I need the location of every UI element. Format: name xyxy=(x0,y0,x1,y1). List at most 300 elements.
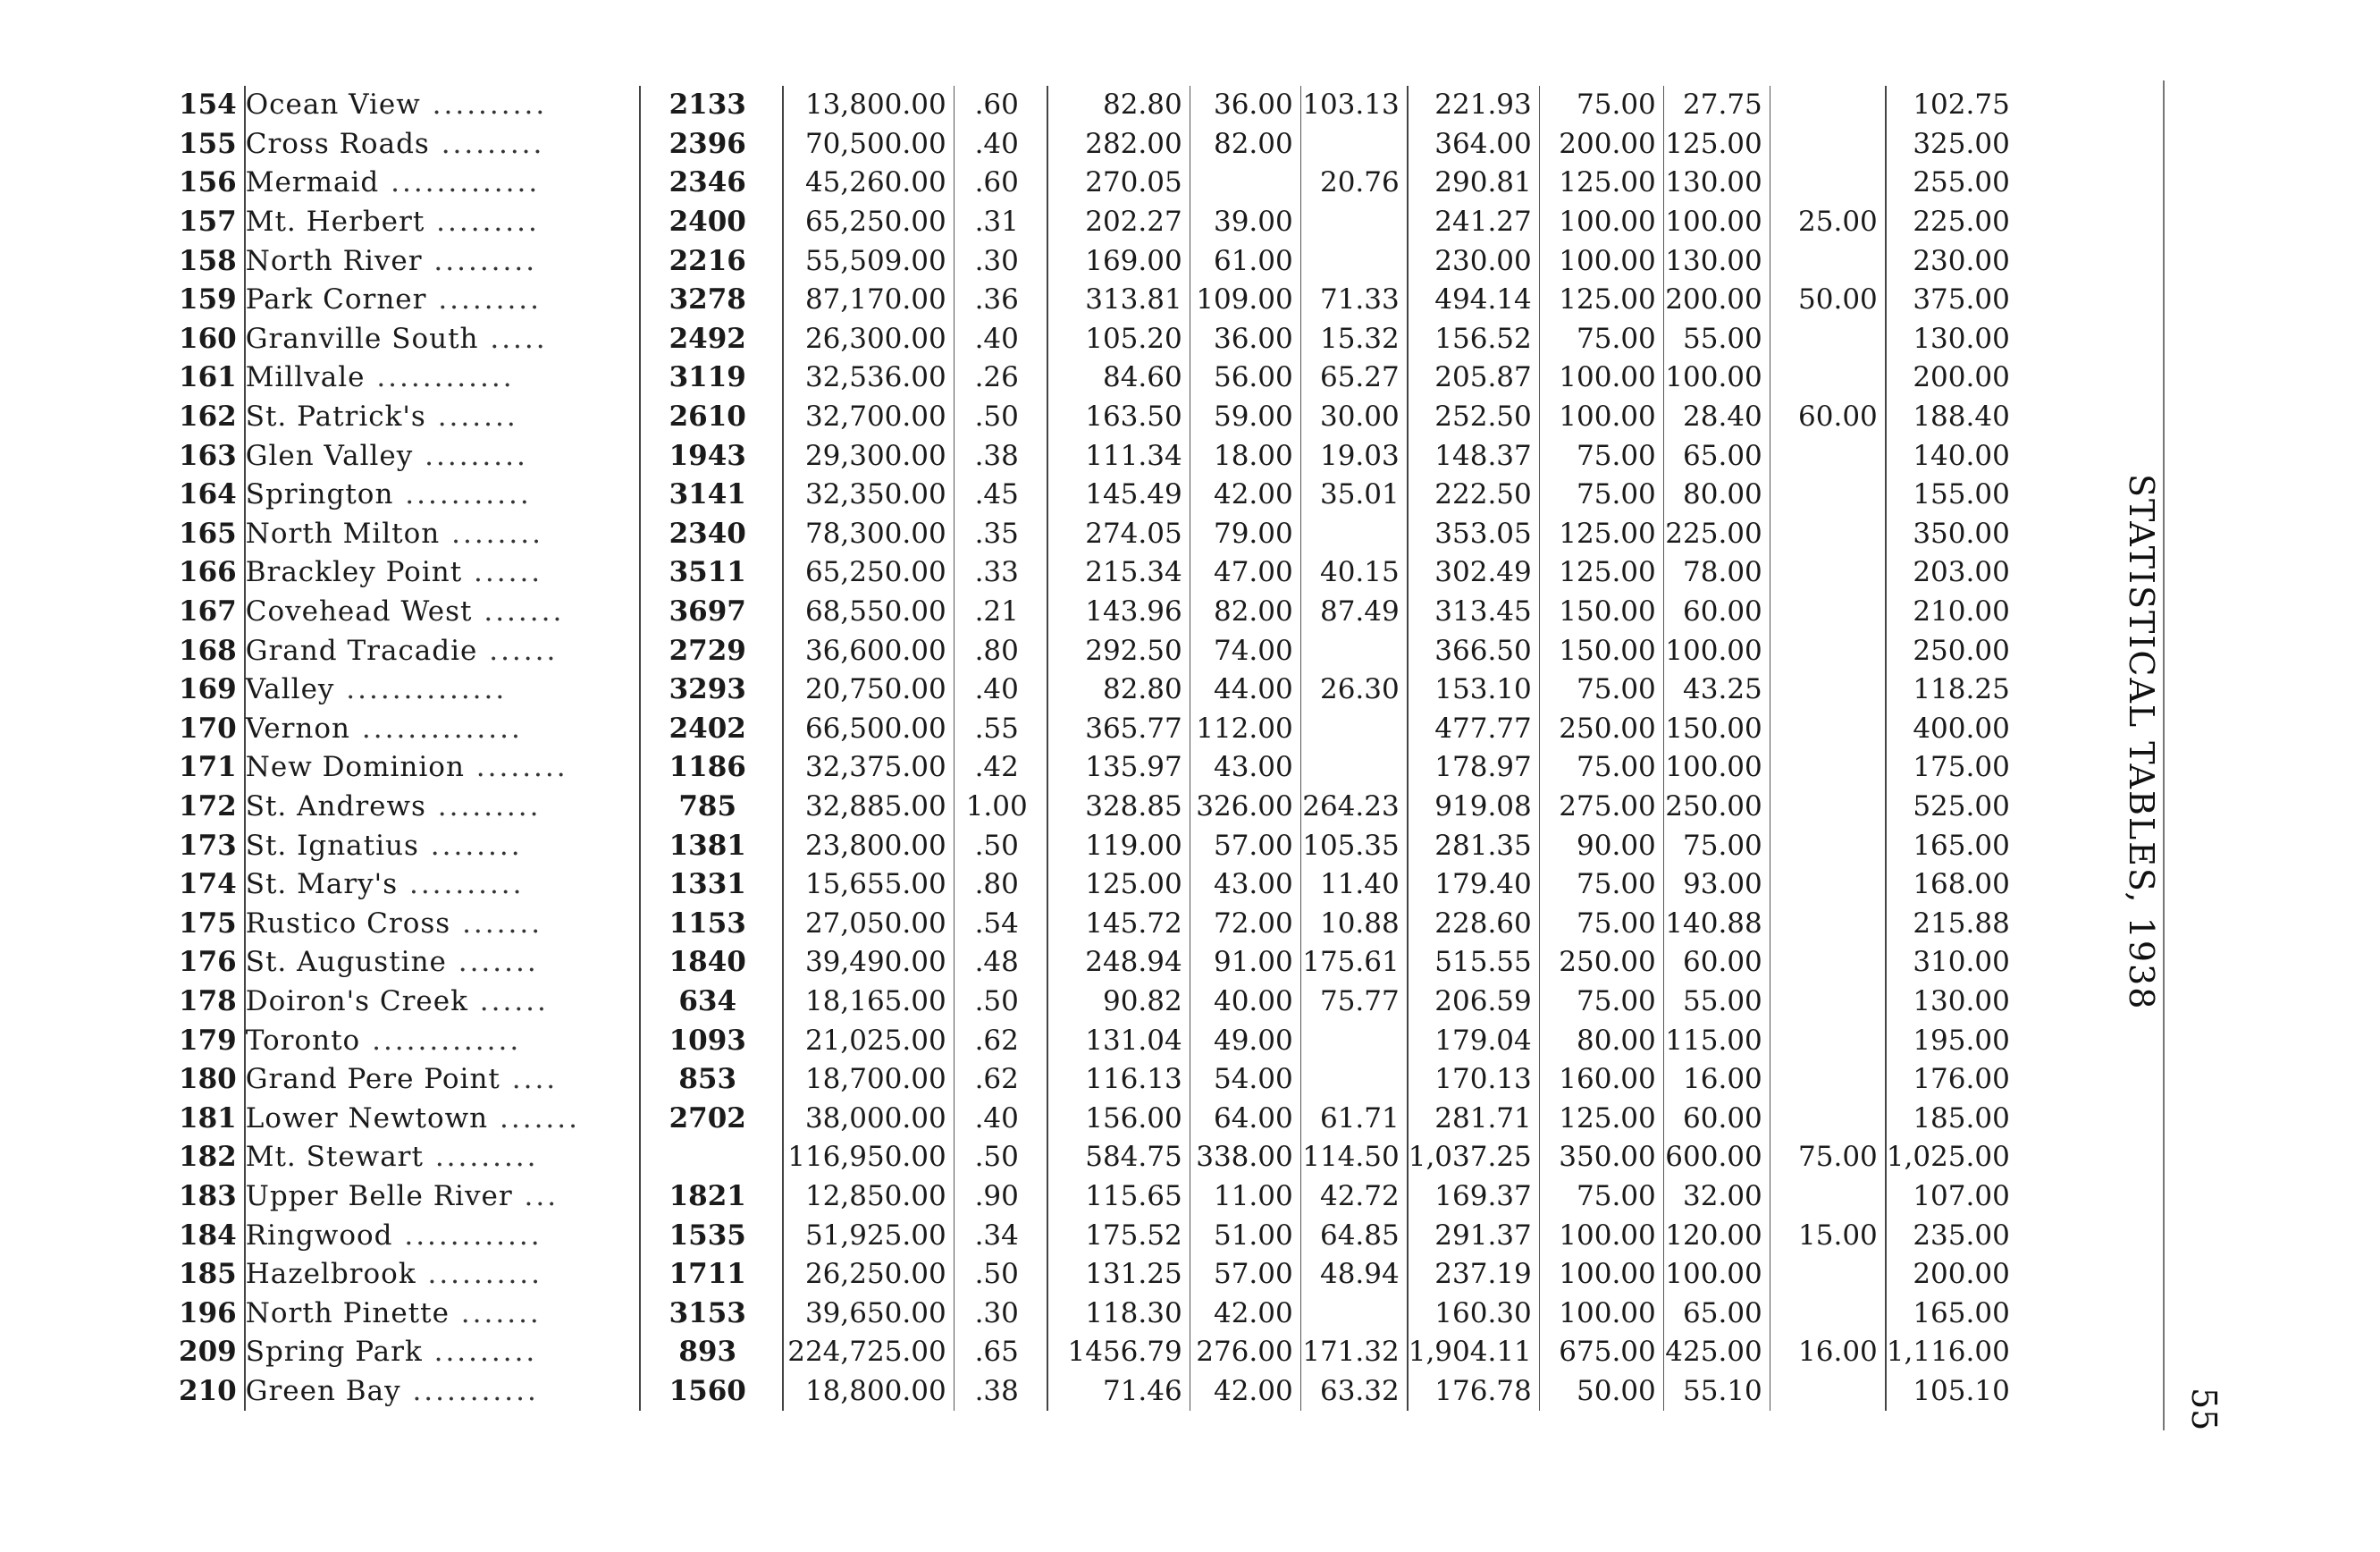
cell-c11: 50.00 xyxy=(1770,281,1886,320)
cell-c10: 150.00 xyxy=(1663,710,1770,749)
leader-dots: ............ xyxy=(392,1219,542,1252)
table-row xyxy=(179,476,2017,515)
cell-c3: 15,655.00 xyxy=(783,865,955,905)
cell-c6: 338.00 xyxy=(1190,1138,1300,1177)
cell-c10: 140.88 xyxy=(1663,904,1770,943)
table-row xyxy=(179,398,2017,437)
cell-c12: 130.00 xyxy=(1913,322,2010,355)
cell-c2: 634 xyxy=(640,983,783,1022)
cell-c6: 79.00 xyxy=(1190,515,1300,554)
leader-dots: ........... xyxy=(400,1374,539,1407)
cell-c9: 90.00 xyxy=(1539,826,1663,865)
cell-c3: 39,490.00 xyxy=(783,943,955,983)
cell-c3: 36,600.00 xyxy=(783,631,955,671)
cell-c10: 55.10 xyxy=(1663,1372,1770,1412)
cell-c6: 40.00 xyxy=(1190,983,1300,1022)
cell-c10: 55.00 xyxy=(1663,983,1770,1022)
table-row xyxy=(179,671,2017,710)
cell-c11 xyxy=(1770,125,1886,164)
row-number: 161 xyxy=(179,358,245,398)
cell-c5: 270.05 xyxy=(1047,164,1190,203)
cell-c6: 56.00 xyxy=(1190,358,1300,398)
cell-c9: 75.00 xyxy=(1539,671,1663,710)
cell-c10: 65.00 xyxy=(1663,1294,1770,1333)
cell-c6: 49.00 xyxy=(1190,1021,1300,1060)
district-name-cell xyxy=(245,1216,640,1255)
cell-c7: 171.32 xyxy=(1300,1333,1408,1372)
cell-c7 xyxy=(1300,125,1408,164)
cell-c7: 20.76 xyxy=(1300,164,1408,203)
district-name: Granville South xyxy=(245,322,479,355)
cell-c4: .34 xyxy=(954,1216,1047,1255)
cell-c5: 282.00 xyxy=(1047,125,1190,164)
district-name-cell xyxy=(245,710,640,749)
cell-c5: 82.80 xyxy=(1047,86,1190,125)
leader-dots: ... xyxy=(512,1179,559,1212)
cell-c2: 2400 xyxy=(640,203,783,242)
cell-c11 xyxy=(1770,164,1886,203)
cell-c6: 43.00 xyxy=(1190,865,1300,905)
cell-c10: 43.25 xyxy=(1663,671,1770,710)
cell-c8: 179.04 xyxy=(1408,1021,1540,1060)
cell-c9: 350.00 xyxy=(1539,1138,1663,1177)
cell-c7 xyxy=(1300,203,1408,242)
cell-c11: 25.00 xyxy=(1770,203,1886,242)
leader-dots: .............. xyxy=(334,673,508,706)
cell-c9: 75.00 xyxy=(1539,436,1663,476)
cell-c12: 118.25 xyxy=(1913,673,2010,706)
cell-c11 xyxy=(1770,1372,1886,1412)
table-row xyxy=(179,983,2017,1022)
cell-c5: 105.20 xyxy=(1047,320,1190,359)
cell-c3: 39,650.00 xyxy=(783,1294,955,1333)
leader-dots: ......... xyxy=(425,206,540,239)
cell-c3: 26,300.00 xyxy=(783,320,955,359)
cell-c5: 119.00 xyxy=(1047,826,1190,865)
cell-c5: 125.00 xyxy=(1047,865,1190,905)
cell-c9: 250.00 xyxy=(1539,710,1663,749)
cell-c2: 2492 xyxy=(640,320,783,359)
table-row xyxy=(179,710,2017,749)
cell-c3: 32,885.00 xyxy=(783,788,955,827)
district-name-cell xyxy=(245,125,640,164)
row-number: 167 xyxy=(179,593,245,632)
table-row xyxy=(179,320,2017,359)
cell-c7: 114.50 xyxy=(1300,1138,1408,1177)
cell-c8: 222.50 xyxy=(1408,476,1540,515)
cell-c12: 235.00 xyxy=(1913,1219,2010,1252)
table-row xyxy=(179,1333,2017,1372)
cell-c4: .90 xyxy=(954,1177,1047,1217)
cell-c3: 68,550.00 xyxy=(783,593,955,632)
cell-c10: 60.00 xyxy=(1663,593,1770,632)
cell-c10: 225.00 xyxy=(1663,515,1770,554)
district-name: St. Ignatius xyxy=(245,829,419,862)
cell-c4: .60 xyxy=(954,86,1047,125)
cell-c7: 26.30 xyxy=(1300,671,1408,710)
cell-c10: 93.00 xyxy=(1663,865,1770,905)
cell-c2: 1186 xyxy=(640,748,783,788)
cell-c6: 91.00 xyxy=(1190,943,1300,983)
district-name-cell xyxy=(245,1099,640,1138)
district-name-cell xyxy=(245,476,640,515)
leader-dots: ....... xyxy=(488,1101,580,1134)
cell-c2: 3153 xyxy=(640,1294,783,1333)
row-number: 154 xyxy=(179,86,245,125)
cell-c12: 176.00 xyxy=(1913,1063,2010,1096)
cell-c7: 19.03 xyxy=(1300,436,1408,476)
cell-c4: .45 xyxy=(954,476,1047,515)
cell-c11 xyxy=(1770,1294,1886,1333)
cell-c8: 477.77 xyxy=(1408,710,1540,749)
cell-c6: 112.00 xyxy=(1190,710,1300,749)
row-number: 160 xyxy=(179,320,245,359)
cell-c3: 70,500.00 xyxy=(783,125,955,164)
cell-c2: 2133 xyxy=(640,86,783,125)
cell-c4: .33 xyxy=(954,553,1047,593)
district-name: Brackley Point xyxy=(245,556,463,589)
table-row xyxy=(179,515,2017,554)
table-row xyxy=(179,788,2017,827)
district-name: Toronto xyxy=(245,1024,361,1057)
row-number: 209 xyxy=(179,1333,245,1372)
cell-c6: 54.00 xyxy=(1190,1060,1300,1100)
district-name-cell xyxy=(245,983,640,1022)
cell-c4: .38 xyxy=(954,436,1047,476)
cell-c3: 66,500.00 xyxy=(783,710,955,749)
cell-c12: 1,025.00 xyxy=(1886,1141,2010,1174)
cell-c11 xyxy=(1770,358,1886,398)
cell-c3: 21,025.00 xyxy=(783,1021,955,1060)
cell-c9: 160.00 xyxy=(1539,1060,1663,1100)
district-name: Grand Tracadie xyxy=(245,634,478,667)
district-name-cell xyxy=(245,593,640,632)
cell-c3: 224,725.00 xyxy=(783,1333,955,1372)
cell-c12: 185.00 xyxy=(1913,1101,2010,1134)
cell-c9: 100.00 xyxy=(1539,203,1663,242)
cell-c6 xyxy=(1190,164,1300,203)
cell-c4: .36 xyxy=(954,281,1047,320)
cell-c7: 87.49 xyxy=(1300,593,1408,632)
district-name: Millvale xyxy=(245,361,366,394)
cell-c9: 200.00 xyxy=(1539,125,1663,164)
cell-c12: 310.00 xyxy=(1913,946,2010,979)
cell-c6: 42.00 xyxy=(1190,1372,1300,1412)
district-name-cell xyxy=(245,1177,640,1217)
district-name-cell xyxy=(245,86,640,125)
cell-c12: 140.00 xyxy=(1913,439,2010,472)
cell-c4: .35 xyxy=(954,515,1047,554)
cell-c9: 125.00 xyxy=(1539,553,1663,593)
cell-c2: 3293 xyxy=(640,671,783,710)
cell-c6: 39.00 xyxy=(1190,203,1300,242)
page-number: 55 xyxy=(2184,1388,2224,1431)
cell-c10: 130.00 xyxy=(1663,241,1770,281)
cell-c10: 65.00 xyxy=(1663,436,1770,476)
district-name: St. Patrick's xyxy=(245,401,426,434)
cell-c8: 1,037.25 xyxy=(1408,1138,1540,1177)
cell-c9: 80.00 xyxy=(1539,1021,1663,1060)
cell-c9: 125.00 xyxy=(1539,1099,1663,1138)
cell-c7 xyxy=(1300,515,1408,554)
table-row xyxy=(179,865,2017,905)
cell-c3: 18,165.00 xyxy=(783,983,955,1022)
page-edge-rule xyxy=(2163,80,2165,1430)
cell-c10: 32.00 xyxy=(1663,1177,1770,1217)
cell-c9: 675.00 xyxy=(1539,1333,1663,1372)
cell-c9: 150.00 xyxy=(1539,593,1663,632)
leader-dots: ......... xyxy=(423,1141,539,1174)
leader-dots: ..... xyxy=(478,322,548,355)
cell-c2: 2610 xyxy=(640,398,783,437)
cell-c8: 153.10 xyxy=(1408,671,1540,710)
cell-c10: 100.00 xyxy=(1663,203,1770,242)
cell-c8: 169.37 xyxy=(1408,1177,1540,1217)
table-row xyxy=(179,1216,2017,1255)
row-number: 158 xyxy=(179,241,245,281)
cell-c7: 11.40 xyxy=(1300,865,1408,905)
row-number: 196 xyxy=(179,1294,245,1333)
row-number: 162 xyxy=(179,398,245,437)
district-name: New Dominion xyxy=(245,751,465,784)
cell-c4: .50 xyxy=(954,1138,1047,1177)
cell-c9: 125.00 xyxy=(1539,515,1663,554)
district-name-cell xyxy=(245,631,640,671)
cell-c12: 165.00 xyxy=(1913,829,2010,862)
district-name: Upper Belle River xyxy=(245,1179,513,1212)
cell-c11: 15.00 xyxy=(1770,1216,1886,1255)
cell-c10: 115.00 xyxy=(1663,1021,1770,1060)
cell-c5: 131.25 xyxy=(1047,1255,1190,1295)
cell-c8: 919.08 xyxy=(1408,788,1540,827)
leader-dots: ...... xyxy=(467,984,549,1017)
district-name-cell xyxy=(245,1138,640,1177)
cell-c11: 75.00 xyxy=(1770,1138,1886,1177)
cell-c10: 60.00 xyxy=(1663,1099,1770,1138)
cell-c7: 175.61 xyxy=(1300,943,1408,983)
leader-dots: ............. xyxy=(379,166,541,199)
cell-c10: 130.00 xyxy=(1663,164,1770,203)
district-name: Green Bay xyxy=(245,1374,401,1407)
table-row xyxy=(179,436,2017,476)
cell-c12: 165.00 xyxy=(1913,1296,2010,1329)
cell-c5: 163.50 xyxy=(1047,398,1190,437)
district-name: Glen Valley xyxy=(245,439,414,472)
cell-c7: 103.13 xyxy=(1300,86,1408,125)
cell-c8: 515.55 xyxy=(1408,943,1540,983)
cell-c3: 32,375.00 xyxy=(783,748,955,788)
cell-c7 xyxy=(1300,631,1408,671)
cell-c4: .80 xyxy=(954,865,1047,905)
cell-c11 xyxy=(1770,748,1886,788)
cell-c6: 36.00 xyxy=(1190,320,1300,359)
cell-c7: 264.23 xyxy=(1300,788,1408,827)
cell-c3: 116,950.00 xyxy=(783,1138,955,1177)
row-number: 168 xyxy=(179,631,245,671)
cell-c2: 2346 xyxy=(640,164,783,203)
leader-dots: ........... xyxy=(393,478,532,511)
row-number: 172 xyxy=(179,788,245,827)
district-name-cell xyxy=(245,515,640,554)
row-number: 181 xyxy=(179,1099,245,1138)
cell-c5: 116.13 xyxy=(1047,1060,1190,1100)
cell-c9: 75.00 xyxy=(1539,904,1663,943)
row-number: 165 xyxy=(179,515,245,554)
cell-c11 xyxy=(1770,943,1886,983)
table-row xyxy=(179,943,2017,983)
row-number: 171 xyxy=(179,748,245,788)
district-name-cell xyxy=(245,164,640,203)
cell-c4: .50 xyxy=(954,826,1047,865)
cell-c7: 40.15 xyxy=(1300,553,1408,593)
leader-dots: ......... xyxy=(425,789,542,822)
cell-c11 xyxy=(1770,826,1886,865)
cell-c3: 32,350.00 xyxy=(783,476,955,515)
leader-dots: ........ xyxy=(440,517,543,550)
leader-dots: ............. xyxy=(360,1024,522,1057)
row-number: 173 xyxy=(179,826,245,865)
district-name-cell xyxy=(245,1294,640,1333)
cell-c8: 291.37 xyxy=(1408,1216,1540,1255)
cell-c3: 12,850.00 xyxy=(783,1177,955,1217)
cell-c2: 1943 xyxy=(640,436,783,476)
cell-c12: 400.00 xyxy=(1913,712,2010,745)
table-row xyxy=(179,826,2017,865)
district-name: Cross Roads xyxy=(245,127,430,160)
cell-c3: 26,250.00 xyxy=(783,1255,955,1295)
cell-c10: 250.00 xyxy=(1663,788,1770,827)
cell-c4: .60 xyxy=(954,164,1047,203)
district-name: Mt. Stewart xyxy=(245,1141,424,1174)
cell-c11 xyxy=(1770,320,1886,359)
cell-c11 xyxy=(1770,983,1886,1022)
district-name-cell xyxy=(245,1060,640,1100)
table-row xyxy=(179,125,2017,164)
row-number: 163 xyxy=(179,436,245,476)
district-name: North River xyxy=(245,244,423,277)
cell-c5: 202.27 xyxy=(1047,203,1190,242)
row-number: 170 xyxy=(179,710,245,749)
cell-c7: 30.00 xyxy=(1300,398,1408,437)
cell-c11: 60.00 xyxy=(1770,398,1886,437)
cell-c10: 120.00 xyxy=(1663,1216,1770,1255)
cell-c8: 494.14 xyxy=(1408,281,1540,320)
cell-c12: 225.00 xyxy=(1913,206,2010,239)
leader-dots: ......... xyxy=(429,127,545,160)
leader-dots: ....... xyxy=(446,946,539,979)
cell-c3: 78,300.00 xyxy=(783,515,955,554)
cell-c9: 275.00 xyxy=(1539,788,1663,827)
cell-c8: 156.52 xyxy=(1408,320,1540,359)
cell-c3: 65,250.00 xyxy=(783,553,955,593)
cell-c4: .50 xyxy=(954,1255,1047,1295)
table-row xyxy=(179,1255,2017,1295)
table-row xyxy=(179,1294,2017,1333)
cell-c11 xyxy=(1770,904,1886,943)
leader-dots: ............ xyxy=(365,361,515,394)
cell-c12: 102.75 xyxy=(1913,89,2010,122)
leader-dots: ........ xyxy=(418,829,523,862)
cell-c2: 3697 xyxy=(640,593,783,632)
cell-c2 xyxy=(640,1138,783,1177)
cell-c12: 168.00 xyxy=(1913,868,2010,901)
cell-c3: 23,800.00 xyxy=(783,826,955,865)
cell-c3: 32,536.00 xyxy=(783,358,955,398)
cell-c10: 78.00 xyxy=(1663,553,1770,593)
cell-c8: 281.71 xyxy=(1408,1099,1540,1138)
cell-c10: 425.00 xyxy=(1663,1333,1770,1372)
cell-c4: .55 xyxy=(954,710,1047,749)
cell-c4: .26 xyxy=(954,358,1047,398)
cell-c7 xyxy=(1300,1060,1408,1100)
cell-c9: 100.00 xyxy=(1539,1294,1663,1333)
cell-c8: 237.19 xyxy=(1408,1255,1540,1295)
leader-dots: .......... xyxy=(420,89,548,122)
row-number: 175 xyxy=(179,904,245,943)
cell-c6: 43.00 xyxy=(1190,748,1300,788)
cell-c4: .31 xyxy=(954,203,1047,242)
table-body xyxy=(179,86,2017,1411)
cell-c2: 3141 xyxy=(640,476,783,515)
cell-c8: 366.50 xyxy=(1408,631,1540,671)
district-name-cell xyxy=(245,436,640,476)
table-row xyxy=(179,86,2017,125)
district-name-cell xyxy=(245,553,640,593)
cell-c5: 169.00 xyxy=(1047,241,1190,281)
cell-c11 xyxy=(1770,1021,1886,1060)
cell-c6: 44.00 xyxy=(1190,671,1300,710)
cell-c10: 28.40 xyxy=(1663,398,1770,437)
row-number: 210 xyxy=(179,1372,245,1412)
cell-c3: 38,000.00 xyxy=(783,1099,955,1138)
district-name: St. Andrews xyxy=(245,789,426,822)
row-number: 159 xyxy=(179,281,245,320)
row-number: 156 xyxy=(179,164,245,203)
cell-c7: 42.72 xyxy=(1300,1177,1408,1217)
district-name-cell xyxy=(245,358,640,398)
table-row xyxy=(179,1177,2017,1217)
row-number: 166 xyxy=(179,553,245,593)
cell-c3: 27,050.00 xyxy=(783,904,955,943)
cell-c3: 45,260.00 xyxy=(783,164,955,203)
table-row xyxy=(179,904,2017,943)
leader-dots: ....... xyxy=(472,595,565,628)
district-name-cell xyxy=(245,1333,640,1372)
cell-c9: 100.00 xyxy=(1539,241,1663,281)
cell-c4: .38 xyxy=(954,1372,1047,1412)
leader-dots: ......... xyxy=(413,439,528,472)
cell-c3: 20,750.00 xyxy=(783,671,955,710)
cell-c12: 188.40 xyxy=(1913,401,2010,434)
cell-c11 xyxy=(1770,1177,1886,1217)
district-name-cell xyxy=(245,398,640,437)
cell-c6: 276.00 xyxy=(1190,1333,1300,1372)
table-row xyxy=(179,1099,2017,1138)
row-number: 169 xyxy=(179,671,245,710)
cell-c5: 215.34 xyxy=(1047,553,1190,593)
row-number: 157 xyxy=(179,203,245,242)
cell-c3: 32,700.00 xyxy=(783,398,955,437)
cell-c10: 200.00 xyxy=(1663,281,1770,320)
cell-c11 xyxy=(1770,865,1886,905)
cell-c12: 375.00 xyxy=(1913,283,2010,316)
district-name: Valley xyxy=(245,673,335,706)
cell-c6: 326.00 xyxy=(1190,788,1300,827)
cell-c7: 63.32 xyxy=(1300,1372,1408,1412)
table-row xyxy=(179,1138,2017,1177)
cell-c4: .62 xyxy=(954,1021,1047,1060)
cell-c8: 241.27 xyxy=(1408,203,1540,242)
